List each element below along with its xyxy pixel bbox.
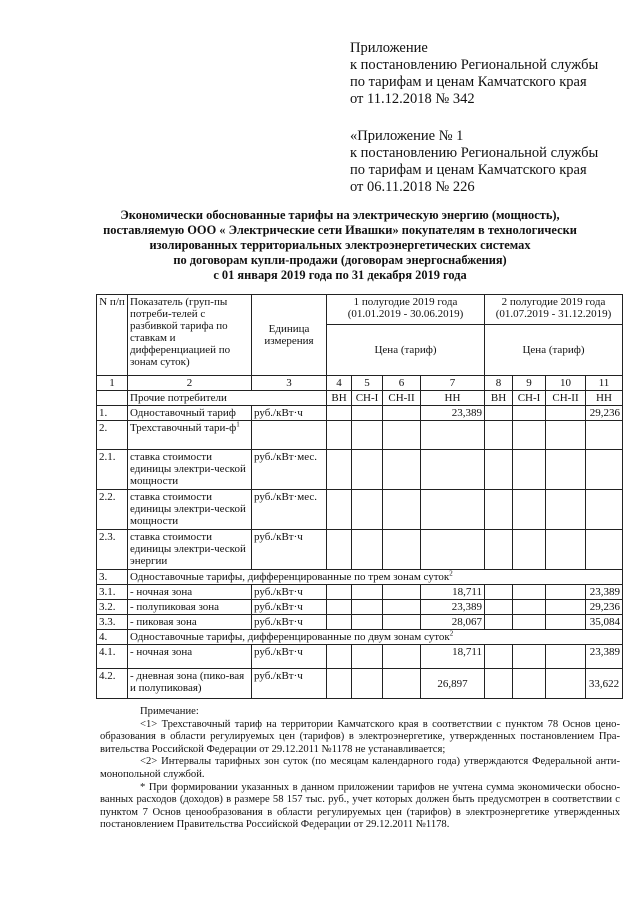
row-num: 2.2.	[97, 490, 128, 530]
value-nn-h1: 26,897	[421, 669, 485, 699]
row-name: Одноставочный тариф	[128, 406, 252, 421]
table-row	[97, 406, 623, 421]
table-row	[97, 530, 623, 570]
col-number: 6	[383, 376, 421, 391]
subheader-voltage: НН	[586, 391, 623, 406]
row-num: 4.2.	[97, 669, 128, 699]
header-line: Приложение	[350, 40, 428, 56]
table-row	[97, 615, 623, 630]
col-number: 1	[97, 376, 128, 391]
subheader-voltage: НН	[421, 391, 485, 406]
subheader-voltage: ВН	[485, 391, 513, 406]
footnote-star: * При формировании указанных в данном приложении тарифов не учтена сумма экономически обосно-ванных расходов (доходов) в размере 58 157 тыс. руб., учет которых должен быть предусмотрен в соответствии с пунктом 7 Основ ценообразования в области регулируемых цен (тарифов) в электроэнергетике утвержденных постановлением Правительства Российской Федерации от 29.12.2011 №1178.	[100, 781, 620, 831]
row-num: 3.1.	[97, 585, 128, 600]
subheader-voltage: СН-I	[352, 391, 383, 406]
col-number: 2	[128, 376, 252, 391]
header-line: «Приложение № 1	[350, 128, 464, 144]
appendix-header	[350, 128, 598, 196]
value-nn-h1: 23,389	[421, 406, 485, 421]
subheader-voltage: СН-I	[513, 391, 546, 406]
row-name: - полупиковая зона	[128, 600, 252, 615]
header-line: по тарифам и ценам Камчатского края	[350, 162, 587, 178]
row-num: 4.	[97, 630, 128, 645]
row-unit: руб./кВт·ч	[252, 669, 327, 699]
row-num: 2.	[97, 421, 128, 450]
header-half1: 1 полугодие 2019 года (01.01.2019 - 30.06.2019)	[327, 295, 485, 325]
table-row	[97, 585, 623, 600]
footnote-mark: 2	[449, 569, 453, 578]
value-nn-h2: 35,084	[586, 615, 623, 630]
header-line: к постановлению Региональной службы	[350, 145, 599, 161]
row-num: 4.1.	[97, 645, 128, 669]
value-nn-h2: 33,622	[586, 669, 623, 699]
col-number: 11	[586, 376, 623, 391]
header-line: по тарифам и ценам Камчатского края	[350, 74, 587, 90]
row-unit: руб./кВт·ч	[252, 530, 327, 570]
footnote-mark: 1	[236, 420, 240, 429]
value-nn-h2: 29,236	[586, 406, 623, 421]
document-title	[80, 208, 600, 283]
value-nn-h2: 23,389	[586, 585, 623, 600]
value-nn-h1: 23,389	[421, 600, 485, 615]
value-nn-h1: 28,067	[421, 615, 485, 630]
approval-header	[350, 40, 598, 108]
row-num: 1.	[97, 406, 128, 421]
row-unit: руб./кВт·ч	[252, 406, 327, 421]
notes-section	[100, 706, 620, 832]
col-number: 10	[546, 376, 586, 391]
row-unit: руб./кВт·ч	[252, 600, 327, 615]
row-name: - дневная зона (пико-вая и полупиковая)	[128, 669, 252, 699]
row-name: - пиковая зона	[128, 615, 252, 630]
title-line: с 01 января 2019 года по 31 декабря 2019 года	[213, 268, 467, 282]
col-number: 5	[352, 376, 383, 391]
table-row	[97, 645, 623, 669]
table-row	[97, 630, 623, 645]
row-num: 2.3.	[97, 530, 128, 570]
row-unit: руб./кВт·мес.	[252, 490, 327, 530]
header-line: к постановлению Региональной службы	[350, 57, 599, 73]
row-name: - ночная зона	[128, 585, 252, 600]
value-nn-h1: 18,711	[421, 585, 485, 600]
header-price1: Цена (тариф)	[327, 325, 485, 376]
row-num: 2.1.	[97, 450, 128, 490]
table-row	[97, 450, 623, 490]
col-number: 9	[513, 376, 546, 391]
title-line: по договорам купли-продажи (договорам энергоснабжения)	[173, 253, 507, 267]
value-nn-h1: 18,711	[421, 645, 485, 669]
table-row	[97, 570, 623, 585]
footnote-mark: 2	[449, 629, 454, 638]
row-name: Одноставочные тарифы, дифференцированные по трем зонам суток	[130, 571, 450, 583]
row-name: - ночная зона	[128, 645, 252, 669]
col-number: 4	[327, 376, 352, 391]
title-line: изолированных территориальных электроэнергетических системах	[149, 238, 531, 252]
title-line: поставляемую ООО « Электрические сети Ивашки» покупателям в технологически	[103, 223, 577, 237]
col-number: 3	[252, 376, 327, 391]
header-price2: Цена (тариф)	[485, 325, 623, 376]
notes-label: Примечание:	[140, 706, 199, 717]
col-number: 7	[421, 376, 485, 391]
header-unit: Единица измерения	[252, 295, 327, 376]
row-unit: руб./кВт·ч	[252, 645, 327, 669]
subheader-voltage: СН-II	[383, 391, 421, 406]
row-name: ставка стоимости единицы электри-ческой мощности	[128, 490, 252, 530]
row-num: 3.3.	[97, 615, 128, 630]
row-unit: руб./кВт·ч	[252, 585, 327, 600]
row-name: Одноставочные тарифы, дифференцированные по двум зонам суток	[130, 631, 450, 643]
row-unit: руб./кВт·мес.	[252, 450, 327, 490]
header-line: от 11.12.2018 № 342	[350, 91, 475, 107]
table-row	[97, 490, 623, 530]
footnote-2: <2> Интервалы тарифных зон суток (по месяцам календарного года) утверждаются Федеральной анти-монопольной службой.	[100, 756, 620, 780]
col-number: 8	[485, 376, 513, 391]
row-num: 3.2.	[97, 600, 128, 615]
subheader-voltage: ВН	[327, 391, 352, 406]
subheader-label: Прочие потребители	[128, 391, 327, 406]
value-nn-h2: 23,389	[586, 645, 623, 669]
tariff-table	[96, 294, 623, 699]
table-row	[97, 600, 623, 615]
row-num: 3.	[97, 570, 128, 585]
value-nn-h2: 29,236	[586, 600, 623, 615]
row-name: ставка стоимости единицы электри-ческой энергии	[128, 530, 252, 570]
header-line: от 06.11.2018 № 226	[350, 179, 475, 195]
title-line: Экономически обоснованные тарифы на электрическую энергию (мощность),	[120, 208, 560, 222]
header-num: N п/п	[97, 295, 128, 376]
table-row	[97, 421, 623, 450]
row-name: ставка стоимости единицы электри-ческой мощности	[128, 450, 252, 490]
row-name: Трехставочный тари-ф	[130, 422, 237, 434]
subheader-voltage: СН-II	[546, 391, 586, 406]
footnote-1: <1> Трехставочный тариф на территории Камчатского края в соответствии с пунктом 78 Основ цено-образования в области регулируемых цен (тарифов) в электроэнергетике, утвержденных постановлением Пра-вительства Российской Федерации от 29.12.2011 №1178 не устанавливается;	[100, 718, 620, 755]
header-half2: 2 полугодие 2019 года (01.07.2019 - 31.12.2019)	[485, 295, 623, 325]
row-unit: руб./кВт·ч	[252, 615, 327, 630]
header-indicator: Показатель (груп-пы потреби-телей с разбивкой тарифа по ставкам и дифференциацией по зонам суток)	[128, 295, 252, 376]
table-row	[97, 669, 623, 699]
